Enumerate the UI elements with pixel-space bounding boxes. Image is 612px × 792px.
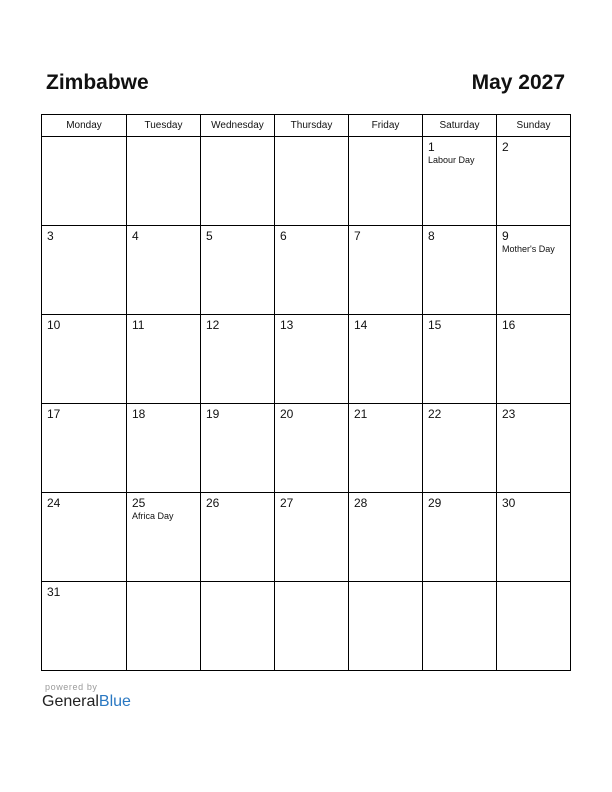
brand-logo[interactable] bbox=[42, 693, 131, 711]
day-number: 30 bbox=[502, 496, 516, 510]
calendar-day-cell bbox=[42, 582, 127, 671]
calendar-day-cell bbox=[349, 226, 423, 315]
calendar-day-cell bbox=[275, 226, 349, 315]
calendar-day-cell bbox=[201, 226, 275, 315]
day-number: 15 bbox=[428, 318, 442, 332]
calendar-day-cell bbox=[423, 315, 497, 404]
calendar-day-cell bbox=[349, 582, 423, 671]
calendar-day-cell bbox=[423, 137, 497, 226]
calendar-day-cell bbox=[349, 137, 423, 226]
calendar-day-cell bbox=[423, 226, 497, 315]
day-number: 1 bbox=[428, 140, 435, 154]
day-number: 3 bbox=[47, 229, 54, 243]
weekday-header: Friday bbox=[349, 115, 423, 137]
calendar-week-row bbox=[42, 137, 571, 226]
calendar-day-cell bbox=[42, 226, 127, 315]
day-number: 22 bbox=[428, 407, 442, 421]
weekday-header-row bbox=[42, 115, 571, 137]
day-number: 8 bbox=[428, 229, 435, 243]
calendar-day-cell bbox=[275, 493, 349, 582]
calendar-day-cell bbox=[201, 493, 275, 582]
calendar-day-cell bbox=[127, 582, 201, 671]
country-title: Zimbabwe bbox=[46, 71, 149, 94]
weekday-header: Saturday bbox=[423, 115, 497, 137]
calendar-day-cell bbox=[127, 137, 201, 226]
day-number: 19 bbox=[206, 407, 220, 421]
calendar-day-cell bbox=[201, 315, 275, 404]
calendar-day-cell bbox=[423, 404, 497, 493]
weekday-header: Tuesday bbox=[127, 115, 201, 137]
calendar-day-cell bbox=[42, 404, 127, 493]
calendar-day-cell bbox=[275, 315, 349, 404]
calendar-day-cell bbox=[423, 493, 497, 582]
holiday-label: Labour Day bbox=[428, 155, 475, 165]
powered-by-label: powered by bbox=[45, 682, 98, 692]
day-number: 10 bbox=[47, 318, 61, 332]
calendar-day-cell bbox=[127, 404, 201, 493]
day-number: 28 bbox=[354, 496, 368, 510]
calendar-week-row bbox=[42, 582, 571, 671]
calendar-day-cell bbox=[127, 493, 201, 582]
calendar-day-cell bbox=[349, 404, 423, 493]
calendar-day-cell bbox=[497, 493, 571, 582]
calendar-day-cell bbox=[497, 137, 571, 226]
brand-blue: Blue bbox=[98, 693, 131, 710]
calendar-day-cell bbox=[275, 582, 349, 671]
calendar-week-row bbox=[42, 226, 571, 315]
calendar-day-cell bbox=[127, 315, 201, 404]
calendar-day-cell bbox=[497, 226, 571, 315]
holiday-label: Africa Day bbox=[132, 511, 174, 521]
calendar-day-cell bbox=[349, 493, 423, 582]
calendar-day-cell bbox=[497, 582, 571, 671]
month-year-title: May 2027 bbox=[471, 71, 565, 94]
calendar-day-cell bbox=[42, 493, 127, 582]
day-number: 13 bbox=[280, 318, 294, 332]
day-number: 7 bbox=[354, 229, 361, 243]
day-number: 24 bbox=[47, 496, 61, 510]
day-number: 21 bbox=[354, 407, 368, 421]
calendar-week-row bbox=[42, 315, 571, 404]
day-number: 26 bbox=[206, 496, 220, 510]
day-number: 9 bbox=[502, 229, 509, 243]
calendar-day-cell bbox=[275, 404, 349, 493]
day-number: 11 bbox=[132, 318, 145, 332]
day-number: 29 bbox=[428, 496, 442, 510]
calendar-day-cell bbox=[497, 404, 571, 493]
calendar-grid bbox=[41, 114, 571, 671]
day-number: 5 bbox=[206, 229, 213, 243]
holiday-label: Mother's Day bbox=[502, 244, 555, 254]
day-number: 17 bbox=[47, 407, 61, 421]
calendar-day-cell bbox=[349, 315, 423, 404]
day-number: 16 bbox=[502, 318, 516, 332]
day-number: 27 bbox=[280, 496, 294, 510]
day-number: 4 bbox=[132, 229, 139, 243]
day-number: 20 bbox=[280, 407, 294, 421]
weekday-header: Wednesday bbox=[201, 115, 275, 137]
calendar-day-cell bbox=[42, 315, 127, 404]
day-number: 31 bbox=[47, 585, 61, 599]
day-number: 18 bbox=[132, 407, 146, 421]
calendar-day-cell bbox=[201, 404, 275, 493]
calendar-body bbox=[42, 137, 571, 671]
weekday-header: Monday bbox=[42, 115, 127, 137]
calendar-day-cell bbox=[423, 582, 497, 671]
day-number: 25 bbox=[132, 496, 146, 510]
calendar-day-cell bbox=[497, 315, 571, 404]
day-number: 6 bbox=[280, 229, 287, 243]
brand-general: General bbox=[42, 693, 99, 710]
weekday-header: Sunday bbox=[497, 115, 571, 137]
calendar-day-cell bbox=[127, 226, 201, 315]
calendar-day-cell bbox=[42, 137, 127, 226]
weekday-header: Thursday bbox=[275, 115, 349, 137]
day-number: 14 bbox=[354, 318, 368, 332]
calendar-day-cell bbox=[275, 137, 349, 226]
calendar-day-cell bbox=[201, 137, 275, 226]
calendar-week-row bbox=[42, 493, 571, 582]
calendar-day-cell bbox=[201, 582, 275, 671]
day-number: 2 bbox=[502, 140, 509, 154]
day-number: 12 bbox=[206, 318, 220, 332]
calendar-week-row bbox=[42, 404, 571, 493]
day-number: 23 bbox=[502, 407, 516, 421]
